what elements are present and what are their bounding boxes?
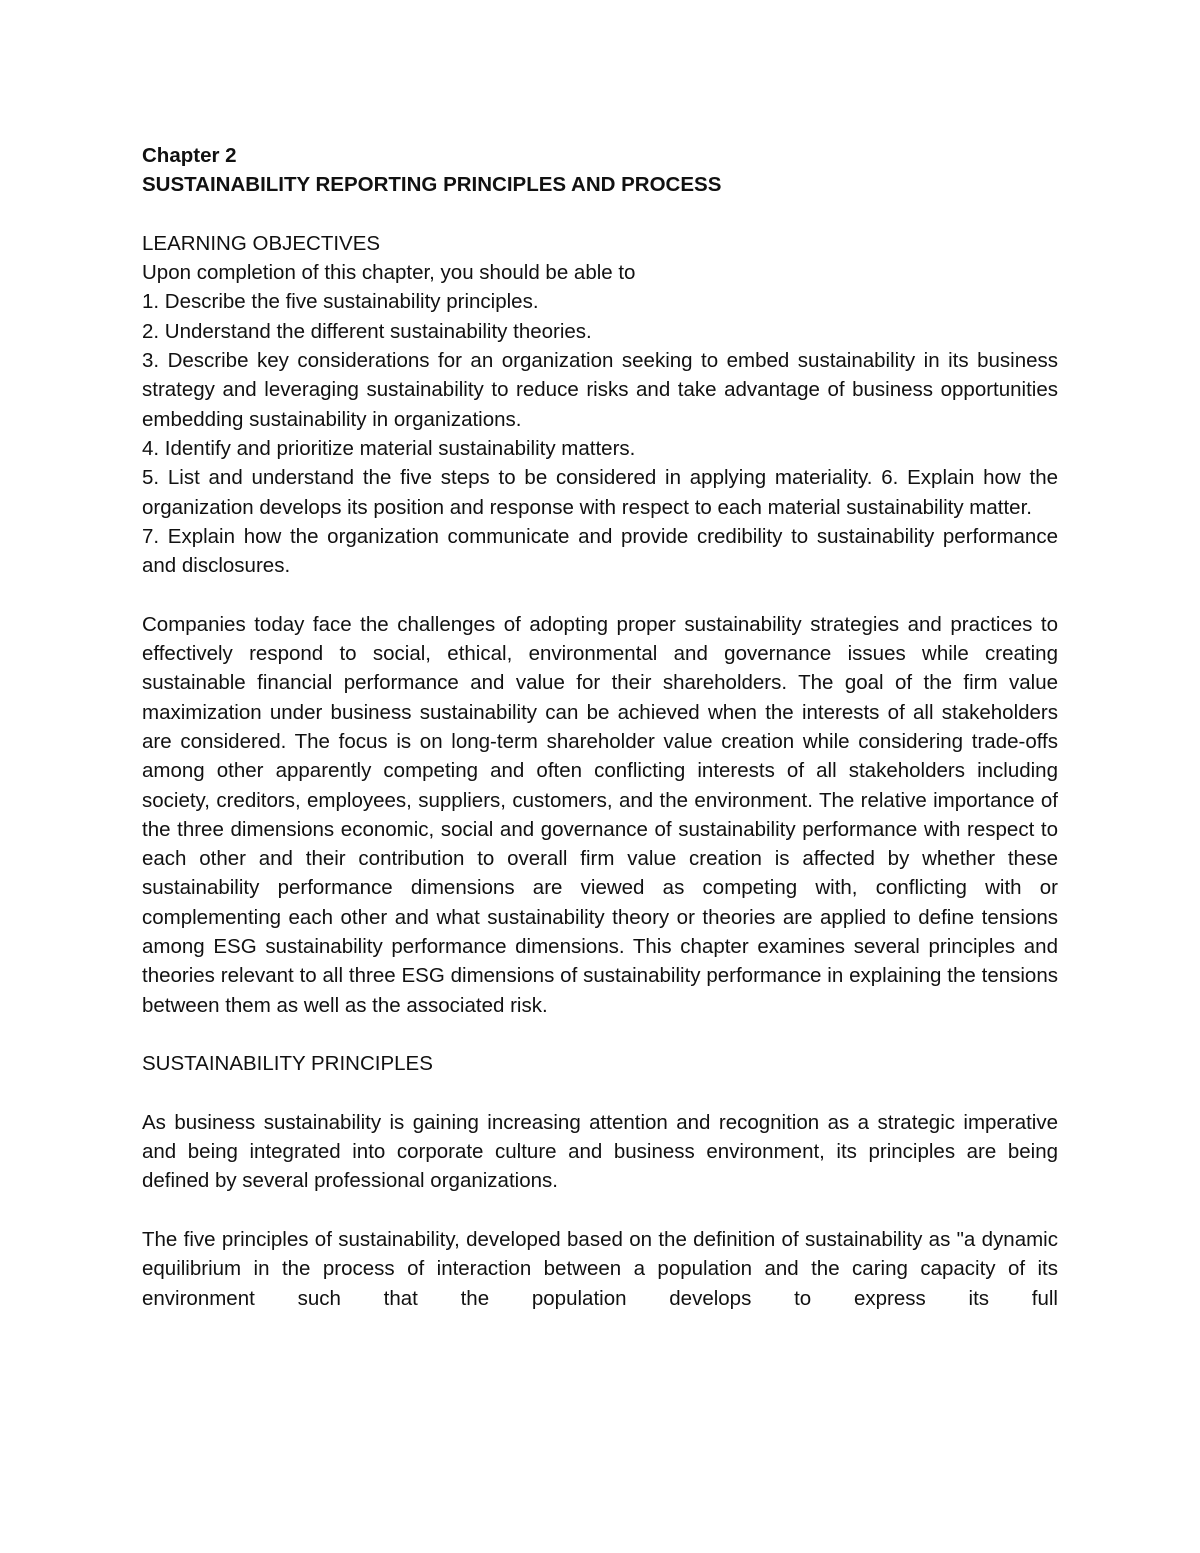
principles-heading: SUSTAINABILITY PRINCIPLES — [142, 1052, 433, 1076]
chapter-title: SUSTAINABILITY REPORTING PRINCIPLES AND PROCESS — [142, 173, 722, 197]
objective-item: 2. Understand the different sustainability theories. — [142, 319, 592, 343]
spacer — [142, 1196, 1058, 1225]
objective-item: 1. Describe the five sustainability principles. — [142, 290, 539, 314]
objective-item: 3. Describe key considerations for an organization seeking to embed sustainability in its business strategy and leveraging sustainability to reduce risks and take advantage of business opportunities embedding sustainability in organizations. — [142, 349, 1058, 431]
objective-item: 4. Identify and prioritize material sustainability matters. — [142, 436, 636, 460]
objective-item: 5. List and understand the five steps to be considered in applying materiality. 6. Explain how the organization develops its position and response with respect to each material sustainability matter. — [142, 466, 1058, 519]
spacer — [142, 200, 1058, 229]
spacer — [142, 580, 1058, 609]
objectives-intro: Upon completion of this chapter, you should be able to — [142, 261, 636, 285]
spacer — [142, 1020, 1058, 1049]
objective-item: 7. Explain how the organization communicate and provide credibility to sustainability performance and disclosures. — [142, 524, 1058, 578]
intro-paragraph: Companies today face the challenges of adopting proper sustainability strategies and practices to effectively respond to social, ethical, environmental and governance issues while creating sustainable financial performance and value for their shareholders. The goal of the firm value maximization under business sustainability can be achieved when the interests of all stakeholders are considered. The focus is on long-term shareholder value creation while considering trade-offs among other apparently competing and often conflicting interests of all stakeholders including society, creditors, employees, suppliers, customers, and the environment. The relative importance of the three dimensions economic, social and governance of sustainability performance with respect to each other and their contribution to overall firm value creation is affected by whether these sustainability performance dimensions are viewed as competing with, conflicting with or complementing each other and what sustainability theory or theories are applied to define tensions among ESG sustainability performance dimensions. This chapter examines several principles and theories relevant to all three ESG dimensions of sustainability performance in explaining the tensions between them as well as the associated risk. — [142, 612, 1058, 1017]
chapter-label: Chapter 2 — [142, 144, 237, 167]
objectives-heading: LEARNING OBJECTIVES — [142, 231, 381, 255]
five-principles-paragraph: The five principles of sustainability, developed based on the definition of sustainability as "a dynamic equilibrium in the process of interaction between a population and the caring capacity of its environment such that the population develops to express its full — [142, 1227, 1058, 1310]
principles-paragraph: As business sustainability is gaining increasing attention and recognition as a strategic imperative and being integrated into corporate culture and business environment, its principles are being defined by several professional organizations. — [142, 1110, 1058, 1193]
spacer — [142, 1079, 1058, 1108]
document-page — [142, 141, 1058, 1313]
